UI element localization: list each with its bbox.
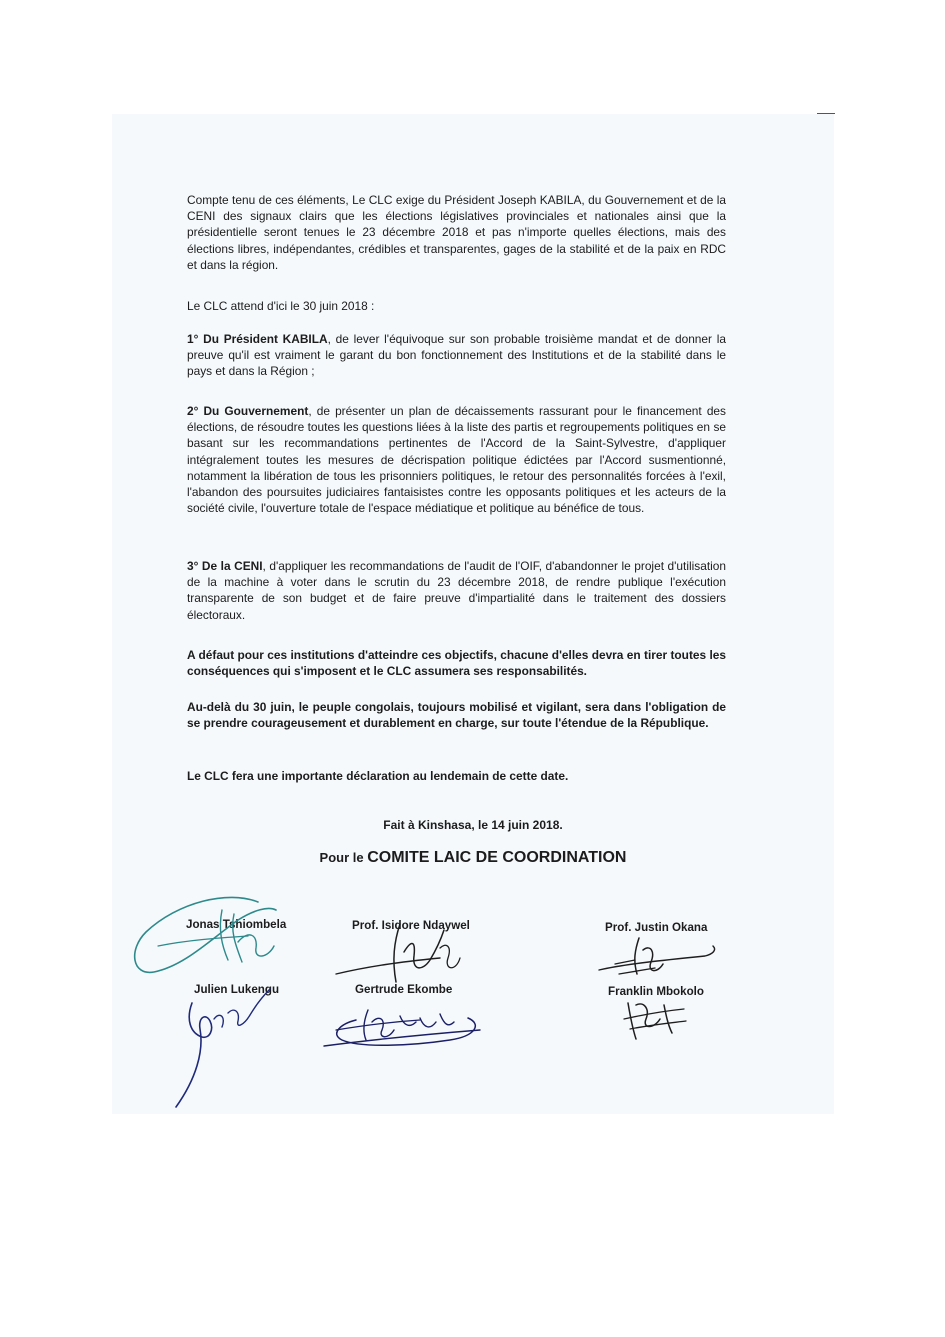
paragraph-consequences: A défaut pour ces institutions d'atteindre ces objectifs, chacune d'elles devra en tirer toutes les conséquences qui s'imposent et le CLC assumera ses responsabilités.: [187, 648, 726, 679]
paragraph-president-text: , de lever l'équivoque sur son probable troisième mandat et de donner la preuve qu'il est vraiment le garant du bon fonctionnement des Institutions et de la stabilité dans le pays et dans la Région ;: [187, 332, 727, 379]
signature-jonas-tshiombela: [118, 880, 318, 990]
paragraph-president-lead: 1° Du Président KABILA: [187, 332, 328, 346]
paragraph-ceni-lead: 3° De la CENI: [187, 559, 263, 573]
page-edge-mark: [817, 113, 835, 114]
paragraph-demands: Compte tenu de ces éléments, Le CLC exige du Président Joseph KABILA, du Gouvernement et de la CENI des signaux clairs que les élections législatives provinciales et nationales ainsi que la présidentielle seront tenues le 23 décembre 2018 et pas n'importe quelles élections, mais des élections libres, indépendantes, crédibles et transparentes, gages de la stabilité et de la paix en RDC et dans la région.: [187, 193, 726, 272]
signatory-justin-okana: Prof. Justin Okana: [605, 921, 708, 934]
signatory-julien-lukengu: Julien Lukengu: [194, 983, 280, 996]
signature-gertrude-ekombe: [320, 1000, 490, 1060]
committee-prefix: Pour le: [319, 850, 368, 865]
committee-name: COMITE LAIC DE COORDINATION: [367, 849, 627, 866]
paragraph-president: [187, 331, 726, 380]
paragraph-declaration: Le CLC fera une importante déclaration au lendemain de cette date.: [187, 769, 569, 783]
paragraph-deadline: Le CLC attend d'ici le 30 juin 2018 :: [187, 299, 375, 313]
place-date: Fait à Kinshasa, le 14 juin 2018.: [383, 818, 563, 832]
signature-julien-lukengu: [168, 985, 278, 1115]
signatory-franklin-mbokolo: Franklin Mbokolo: [608, 985, 704, 998]
paragraph-government: [187, 403, 726, 516]
signature-franklin-mbokolo: [620, 995, 690, 1045]
committee-heading: [112, 849, 834, 867]
paragraph-government-lead: 2° Du Gouvernement: [187, 404, 309, 418]
signatory-gertrude-ekombe: Gertrude Ekombe: [355, 983, 453, 996]
signatory-jonas-tshiombela: Jonas Tshiombela: [186, 918, 287, 931]
signatory-isidore-ndaywel: Prof. Isidore Ndaywel: [352, 919, 470, 932]
paragraph-ceni: [187, 558, 726, 623]
paragraph-after-deadline: Au-delà du 30 juin, le peuple congolais, toujours mobilisé et vigilant, sera dans l'obligation de se prendre courageusement et durablement en charge, sur toute l'étendue de la République.: [187, 700, 726, 731]
signature-isidore-ndaywel: [330, 912, 510, 992]
signature-justin-okana: [595, 930, 725, 990]
paragraph-ceni-text: , d'appliquer les recommandations de l'audit de l'OIF, d'abandonner le projet d'utilisation de la machine à voter dans le scrutin du 23 décembre 2018, de rendre publique l'exécution transparente de son budget et de faire preuve d'impartialité dans le traitement des dossiers électoraux.: [187, 559, 726, 622]
paragraph-government-text: , de présenter un plan de décaissements rassurant pour le financement des élections, de résoudre toutes les questions liées à la liste des partis et regroupements politiques en se basant sur les recommandations pertinentes de l'Accord de la Saint-Sylvestre, d'appliquer intégralement toutes les mesures de décrispation politique édictées par l'Accord susmentionné, notamment la libération de tous les prisonniers politiques, le retour des personnalités forcées à l'exil, l'abandon des poursuites judiciaires fantaisistes contre les opposants politiques et les acteurs de la société civile, l'ouverture totale de l'espace médiatique et politique au bénéfice de tous.: [187, 404, 726, 516]
